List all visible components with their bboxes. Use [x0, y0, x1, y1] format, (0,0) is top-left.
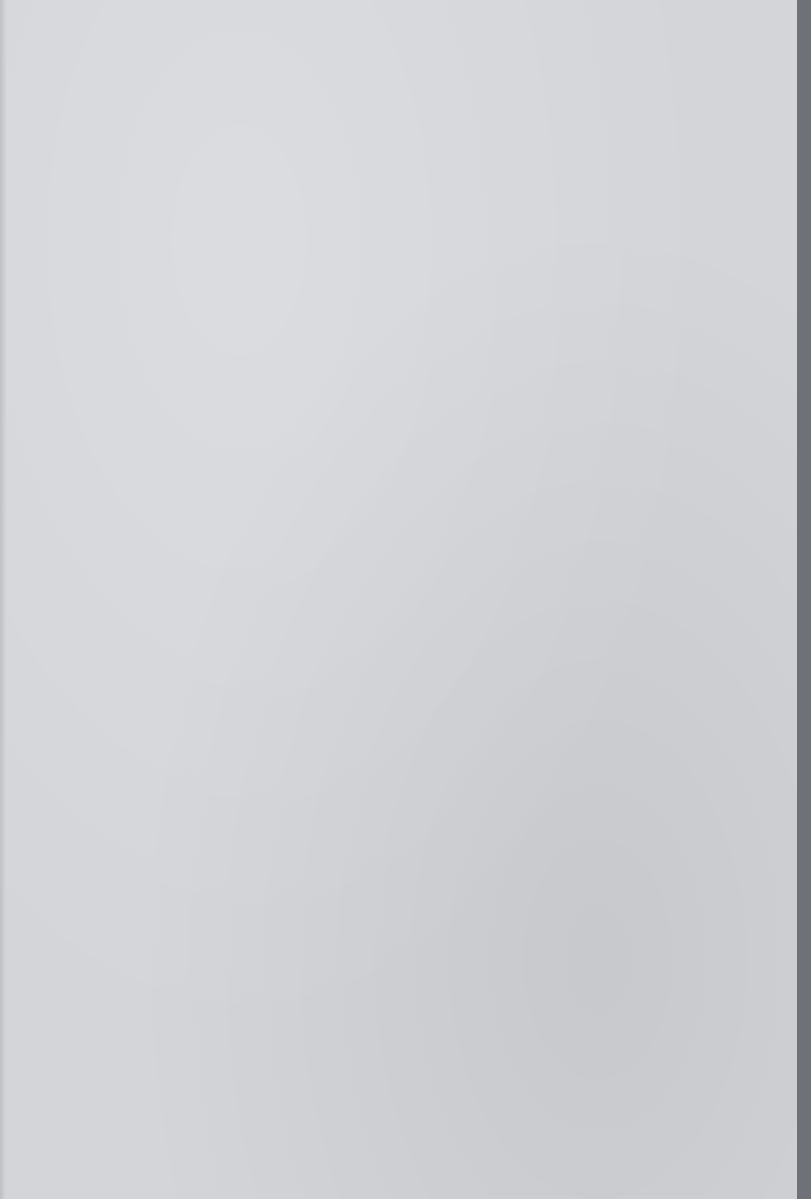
page-left-edge — [0, 0, 6, 1199]
page-right-edge — [797, 0, 811, 1199]
